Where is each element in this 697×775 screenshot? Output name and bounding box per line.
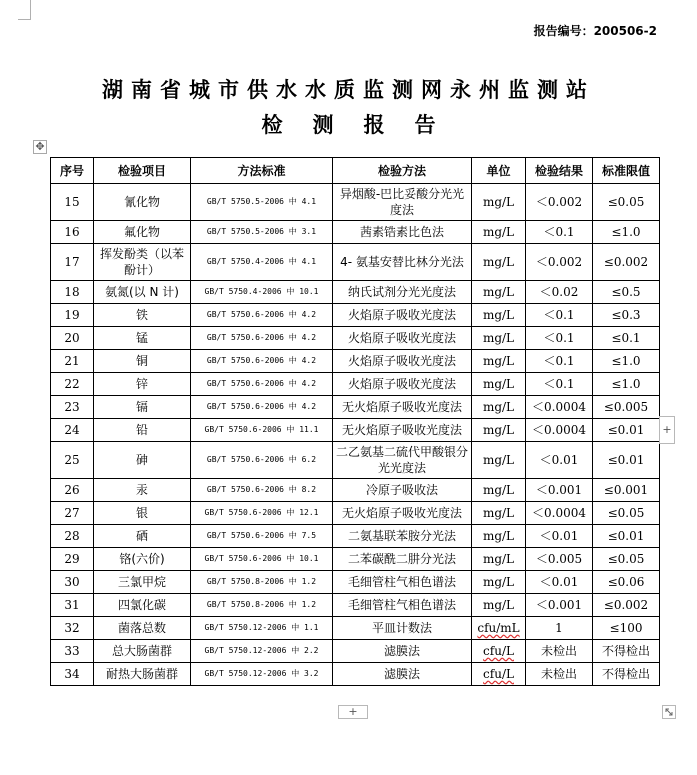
row-method-standard: GB/T 5750.6-2006 中 12.1	[191, 502, 333, 525]
row-method-standard: GB/T 5750.8-2006 中 1.2	[191, 594, 333, 617]
row-item: 氨氮(以 N 计)	[94, 281, 191, 304]
row-result: ＜0.001	[526, 479, 593, 502]
row-item: 铬(六价)	[94, 548, 191, 571]
table-resize-handle-icon[interactable]	[662, 705, 676, 719]
row-limit: 不得检出	[593, 663, 660, 686]
row-test-method: 茜素锆素比色法	[333, 221, 472, 244]
row-test-method: 毛细管柱气相色谱法	[333, 594, 472, 617]
row-test-method: 纳氏试剂分光光度法	[333, 281, 472, 304]
row-result: ＜0.002	[526, 184, 593, 221]
add-column-button[interactable]: +	[659, 416, 675, 444]
row-method-standard: GB/T 5750.6-2006 中 6.2	[191, 442, 333, 479]
table-row	[51, 304, 660, 327]
row-method-standard: GB/T 5750.6-2006 中 7.5	[191, 525, 333, 548]
row-unit: mg/L	[472, 525, 526, 548]
row-unit: mg/L	[472, 350, 526, 373]
row-no: 32	[51, 617, 94, 640]
table-row	[51, 327, 660, 350]
row-method-standard: GB/T 5750.12-2006 中 1.1	[191, 617, 333, 640]
row-no: 24	[51, 419, 94, 442]
table-row	[51, 640, 660, 663]
row-result: ＜0.1	[526, 327, 593, 350]
row-unit	[472, 640, 526, 663]
row-limit: ≤100	[593, 617, 660, 640]
row-unit: mg/L	[472, 502, 526, 525]
row-result: ＜0.1	[526, 350, 593, 373]
row-unit: mg/L	[472, 479, 526, 502]
row-test-method: 火焰原子吸收光度法	[333, 327, 472, 350]
row-no: 18	[51, 281, 94, 304]
row-item: 菌落总数	[94, 617, 191, 640]
row-method-standard: GB/T 5750.5-2006 中 3.1	[191, 221, 333, 244]
row-unit: mg/L	[472, 548, 526, 571]
row-item: 硒	[94, 525, 191, 548]
table-move-handle-icon[interactable]: ✥	[33, 140, 47, 154]
row-no: 17	[51, 244, 94, 281]
row-no: 22	[51, 373, 94, 396]
row-test-method: 毛细管柱气相色谱法	[333, 571, 472, 594]
report-title: 湖南省城市供水水质监测网永州监测站	[102, 78, 595, 102]
row-limit: ≤0.05	[593, 502, 660, 525]
table-row	[51, 442, 660, 479]
row-limit: ≤0.5	[593, 281, 660, 304]
row-test-method: 二苯碳酰二肼分光法	[333, 548, 472, 571]
row-unit	[472, 617, 526, 640]
row-method-standard: GB/T 5750.12-2006 中 3.2	[191, 663, 333, 686]
row-method-standard: GB/T 5750.6-2006 中 8.2	[191, 479, 333, 502]
row-result: ＜0.0004	[526, 502, 593, 525]
row-unit: mg/L	[472, 442, 526, 479]
row-test-method: 4- 氨基安替比林分光法	[333, 244, 472, 281]
row-limit: ≤0.1	[593, 327, 660, 350]
row-limit: ≤0.05	[593, 548, 660, 571]
row-limit: ≤1.0	[593, 373, 660, 396]
row-method-standard: GB/T 5750.6-2006 中 11.1	[191, 419, 333, 442]
row-method-standard: GB/T 5750.4-2006 中 10.1	[191, 281, 333, 304]
row-item: 镉	[94, 396, 191, 419]
row-result: 未检出	[526, 640, 593, 663]
row-method-standard: GB/T 5750.6-2006 中 4.2	[191, 373, 333, 396]
row-method-standard: GB/T 5750.8-2006 中 1.2	[191, 571, 333, 594]
row-result: ＜0.1	[526, 304, 593, 327]
row-test-method: 滤膜法	[333, 640, 472, 663]
row-result: ＜0.002	[526, 244, 593, 281]
row-unit: mg/L	[472, 281, 526, 304]
table-row	[51, 419, 660, 442]
row-item: 锰	[94, 327, 191, 350]
page-corner-mark	[30, 0, 31, 20]
row-test-method: 无火焰原子吸收光度法	[333, 396, 472, 419]
row-no: 26	[51, 479, 94, 502]
row-item: 四氯化碳	[94, 594, 191, 617]
row-result: ＜0.005	[526, 548, 593, 571]
row-limit: ≤0.005	[593, 396, 660, 419]
table-row	[51, 617, 660, 640]
row-result: ＜0.01	[526, 571, 593, 594]
row-test-method: 二乙氨基二硫代甲酸银分光光度法	[333, 442, 472, 479]
row-result: ＜0.0004	[526, 419, 593, 442]
row-no: 28	[51, 525, 94, 548]
header-test-method: 检验方法	[333, 158, 472, 184]
row-unit: mg/L	[472, 244, 526, 281]
row-no: 25	[51, 442, 94, 479]
report-subtitle: 检测报告	[261, 113, 466, 137]
row-item: 总大肠菌群	[94, 640, 191, 663]
row-unit-text: cfu/L	[483, 644, 514, 658]
header-result: 检验结果	[526, 158, 593, 184]
table-row	[51, 373, 660, 396]
row-no: 31	[51, 594, 94, 617]
row-item: 铅	[94, 419, 191, 442]
row-item: 三氯甲烷	[94, 571, 191, 594]
row-limit: 不得检出	[593, 640, 660, 663]
row-no: 19	[51, 304, 94, 327]
row-limit: ≤0.06	[593, 571, 660, 594]
page-corner-mark-horizontal	[18, 19, 31, 20]
row-limit: ≤0.01	[593, 419, 660, 442]
table-row	[51, 594, 660, 617]
row-unit: mg/L	[472, 594, 526, 617]
row-result: ＜0.1	[526, 373, 593, 396]
row-method-standard: GB/T 5750.6-2006 中 4.2	[191, 304, 333, 327]
row-no: 34	[51, 663, 94, 686]
header-limit: 标准限值	[593, 158, 660, 184]
row-item: 氟化物	[94, 221, 191, 244]
row-no: 29	[51, 548, 94, 571]
row-unit	[472, 663, 526, 686]
row-result: ＜0.1	[526, 221, 593, 244]
row-limit: ≤0.001	[593, 479, 660, 502]
row-method-standard: GB/T 5750.12-2006 中 2.2	[191, 640, 333, 663]
table-row	[51, 221, 660, 244]
header-unit: 单位	[472, 158, 526, 184]
table-row	[51, 571, 660, 594]
row-unit: mg/L	[472, 184, 526, 221]
table-row	[51, 502, 660, 525]
row-no: 33	[51, 640, 94, 663]
row-no: 15	[51, 184, 94, 221]
table-row	[51, 548, 660, 571]
row-unit: mg/L	[472, 221, 526, 244]
table-row	[51, 396, 660, 419]
table-row	[51, 281, 660, 304]
row-result: ＜0.01	[526, 525, 593, 548]
header-method-standard: 方法标准	[191, 158, 333, 184]
row-limit: ≤0.3	[593, 304, 660, 327]
row-result: ＜0.001	[526, 594, 593, 617]
row-result: 1	[526, 617, 593, 640]
test-results-table	[50, 157, 660, 686]
row-test-method: 火焰原子吸收光度法	[333, 350, 472, 373]
row-limit: ≤0.01	[593, 525, 660, 548]
row-method-standard: GB/T 5750.6-2006 中 10.1	[191, 548, 333, 571]
row-limit: ≤0.002	[593, 244, 660, 281]
row-limit: ≤0.002	[593, 594, 660, 617]
row-test-method: 二氨基联苯胺分光法	[333, 525, 472, 548]
row-limit: ≤0.01	[593, 442, 660, 479]
row-unit: mg/L	[472, 304, 526, 327]
row-no: 23	[51, 396, 94, 419]
table-row	[51, 184, 660, 221]
row-result: ＜0.01	[526, 442, 593, 479]
table-header-row	[51, 158, 660, 184]
row-item: 铁	[94, 304, 191, 327]
report-number: 报告编号：200506-2	[533, 24, 657, 38]
row-item: 铜	[94, 350, 191, 373]
header-item: 检验项目	[94, 158, 191, 184]
row-unit: mg/L	[472, 373, 526, 396]
row-unit: mg/L	[472, 327, 526, 350]
row-item: 锌	[94, 373, 191, 396]
table-row	[51, 350, 660, 373]
row-item: 耐热大肠菌群	[94, 663, 191, 686]
row-result: ＜0.02	[526, 281, 593, 304]
row-no: 30	[51, 571, 94, 594]
row-method-standard: GB/T 5750.6-2006 中 4.2	[191, 350, 333, 373]
table-row	[51, 663, 660, 686]
row-result: ＜0.0004	[526, 396, 593, 419]
row-test-method: 异烟酸-巴比妥酸分光光度法	[333, 184, 472, 221]
table-row	[51, 525, 660, 548]
row-method-standard: GB/T 5750.6-2006 中 4.2	[191, 327, 333, 350]
row-unit: mg/L	[472, 396, 526, 419]
row-unit: mg/L	[472, 419, 526, 442]
row-item: 银	[94, 502, 191, 525]
row-limit: ≤1.0	[593, 350, 660, 373]
row-item: 氰化物	[94, 184, 191, 221]
table-row	[51, 244, 660, 281]
row-unit-text: cfu/L	[483, 667, 514, 681]
row-item: 砷	[94, 442, 191, 479]
row-item: 挥发酚类（以苯酚计）	[94, 244, 191, 281]
row-unit-text: cfu/mL	[477, 621, 520, 635]
row-result: 未检出	[526, 663, 593, 686]
row-limit: ≤1.0	[593, 221, 660, 244]
row-test-method: 平皿计数法	[333, 617, 472, 640]
row-no: 27	[51, 502, 94, 525]
row-method-standard: GB/T 5750.6-2006 中 4.2	[191, 396, 333, 419]
row-test-method: 火焰原子吸收光度法	[333, 373, 472, 396]
row-test-method: 火焰原子吸收光度法	[333, 304, 472, 327]
row-no: 21	[51, 350, 94, 373]
row-item: 汞	[94, 479, 191, 502]
row-test-method: 滤膜法	[333, 663, 472, 686]
row-no: 20	[51, 327, 94, 350]
row-limit: ≤0.05	[593, 184, 660, 221]
row-method-standard: GB/T 5750.4-2006 中 4.1	[191, 244, 333, 281]
row-test-method: 无火焰原子吸收光度法	[333, 502, 472, 525]
row-no: 16	[51, 221, 94, 244]
row-test-method: 无火焰原子吸收光度法	[333, 419, 472, 442]
header-no: 序号	[51, 158, 94, 184]
row-unit: mg/L	[472, 571, 526, 594]
row-test-method: 冷原子吸收法	[333, 479, 472, 502]
row-method-standard: GB/T 5750.5-2006 中 4.1	[191, 184, 333, 221]
table-row	[51, 479, 660, 502]
add-row-button[interactable]: +	[338, 705, 368, 719]
